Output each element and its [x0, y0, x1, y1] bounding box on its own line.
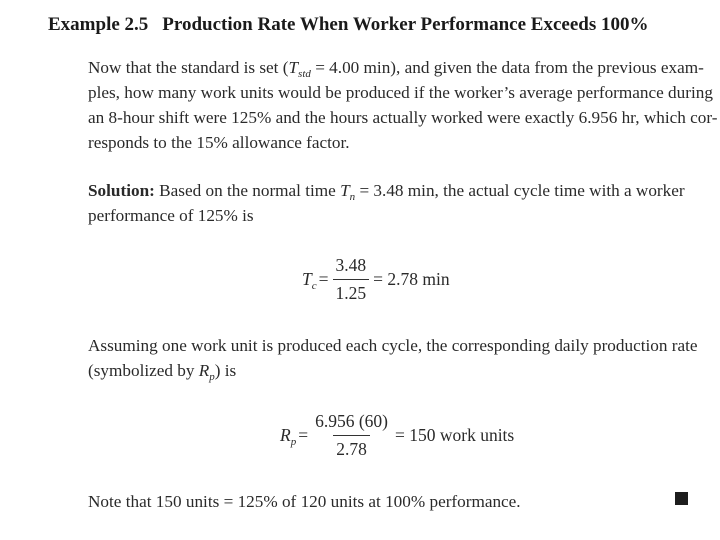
rate-result: = 150 work units [394, 425, 515, 445]
solution-label: Solution: [88, 181, 155, 200]
example-heading [48, 14, 648, 36]
cycle-time-symbol: T [302, 269, 312, 289]
normal-time-symbol: T [340, 181, 350, 200]
production-rate-equation [280, 411, 514, 460]
production-rate-subscript: p [209, 371, 215, 383]
solution-line-2: performance of 125% is [88, 206, 254, 225]
production-rate-symbol: R [198, 361, 210, 380]
solution-line-1-end: = 3.48 min, the actual cycle time with a worker [355, 181, 685, 200]
cycle-time-equation [302, 255, 450, 304]
rate-numerator: 6.956 (60) [315, 411, 388, 431]
problem-statement [88, 55, 718, 155]
production-rate-lhs [280, 425, 296, 446]
rate-subscript: p [290, 436, 297, 448]
rate-symbol: R [280, 425, 291, 445]
closing-note-text: Note that 150 units = 125% of 120 units at 100% performance. [88, 492, 521, 511]
assumption-paragraph [88, 333, 698, 383]
assumption-line-2 [88, 358, 694, 383]
cycle-time-denominator: 1.25 [333, 279, 370, 304]
problem-line-2: ples, how many work units would be produced if the worker’s average performance during [88, 83, 713, 102]
solution-paragraph [88, 178, 694, 228]
rate-denominator: 2.78 [333, 435, 370, 460]
assumption-line-1: Assuming one work unit is produced each cycle, the corresponding daily production rate [88, 336, 698, 355]
standard-time-symbol: T [288, 58, 299, 77]
closing-note [88, 489, 694, 514]
end-of-example-square-icon [675, 492, 688, 505]
standard-time-subscript: std [298, 68, 311, 80]
cycle-time-result: = 2.78 min [373, 269, 450, 289]
normal-time-subscript: n [349, 191, 356, 203]
assumption-line-2-start: (symbolized by [88, 361, 199, 380]
solution-line-1-start: Based on the normal time [154, 181, 341, 200]
rate-equals: = [298, 425, 309, 445]
problem-line-4: responds to the 15% allowance factor. [88, 133, 350, 152]
cycle-time-numerator: 3.48 [335, 255, 367, 275]
problem-line-1-end: = 4.00 min), and given the data from the previous exam- [310, 58, 704, 77]
solution-line-1 [88, 178, 694, 203]
cycle-time-fraction [333, 255, 370, 304]
cycle-time-subscript: c [311, 280, 317, 292]
cycle-time-lhs [302, 269, 317, 290]
assumption-line-2-end: ) is [214, 361, 237, 380]
problem-line-3: an 8-hour shift were 125% and the hours actually worked were exactly 6.956 hr, which cor- [88, 108, 718, 127]
problem-line-1 [88, 55, 704, 80]
rate-fraction [312, 411, 391, 460]
problem-line-1-start: Now that the standard is set ( [88, 58, 289, 77]
example-title: Production Rate When Worker Performance Exceeds 100% [162, 14, 649, 35]
example-label: Example 2.5 [48, 14, 149, 35]
cycle-time-equals: = [318, 269, 329, 289]
